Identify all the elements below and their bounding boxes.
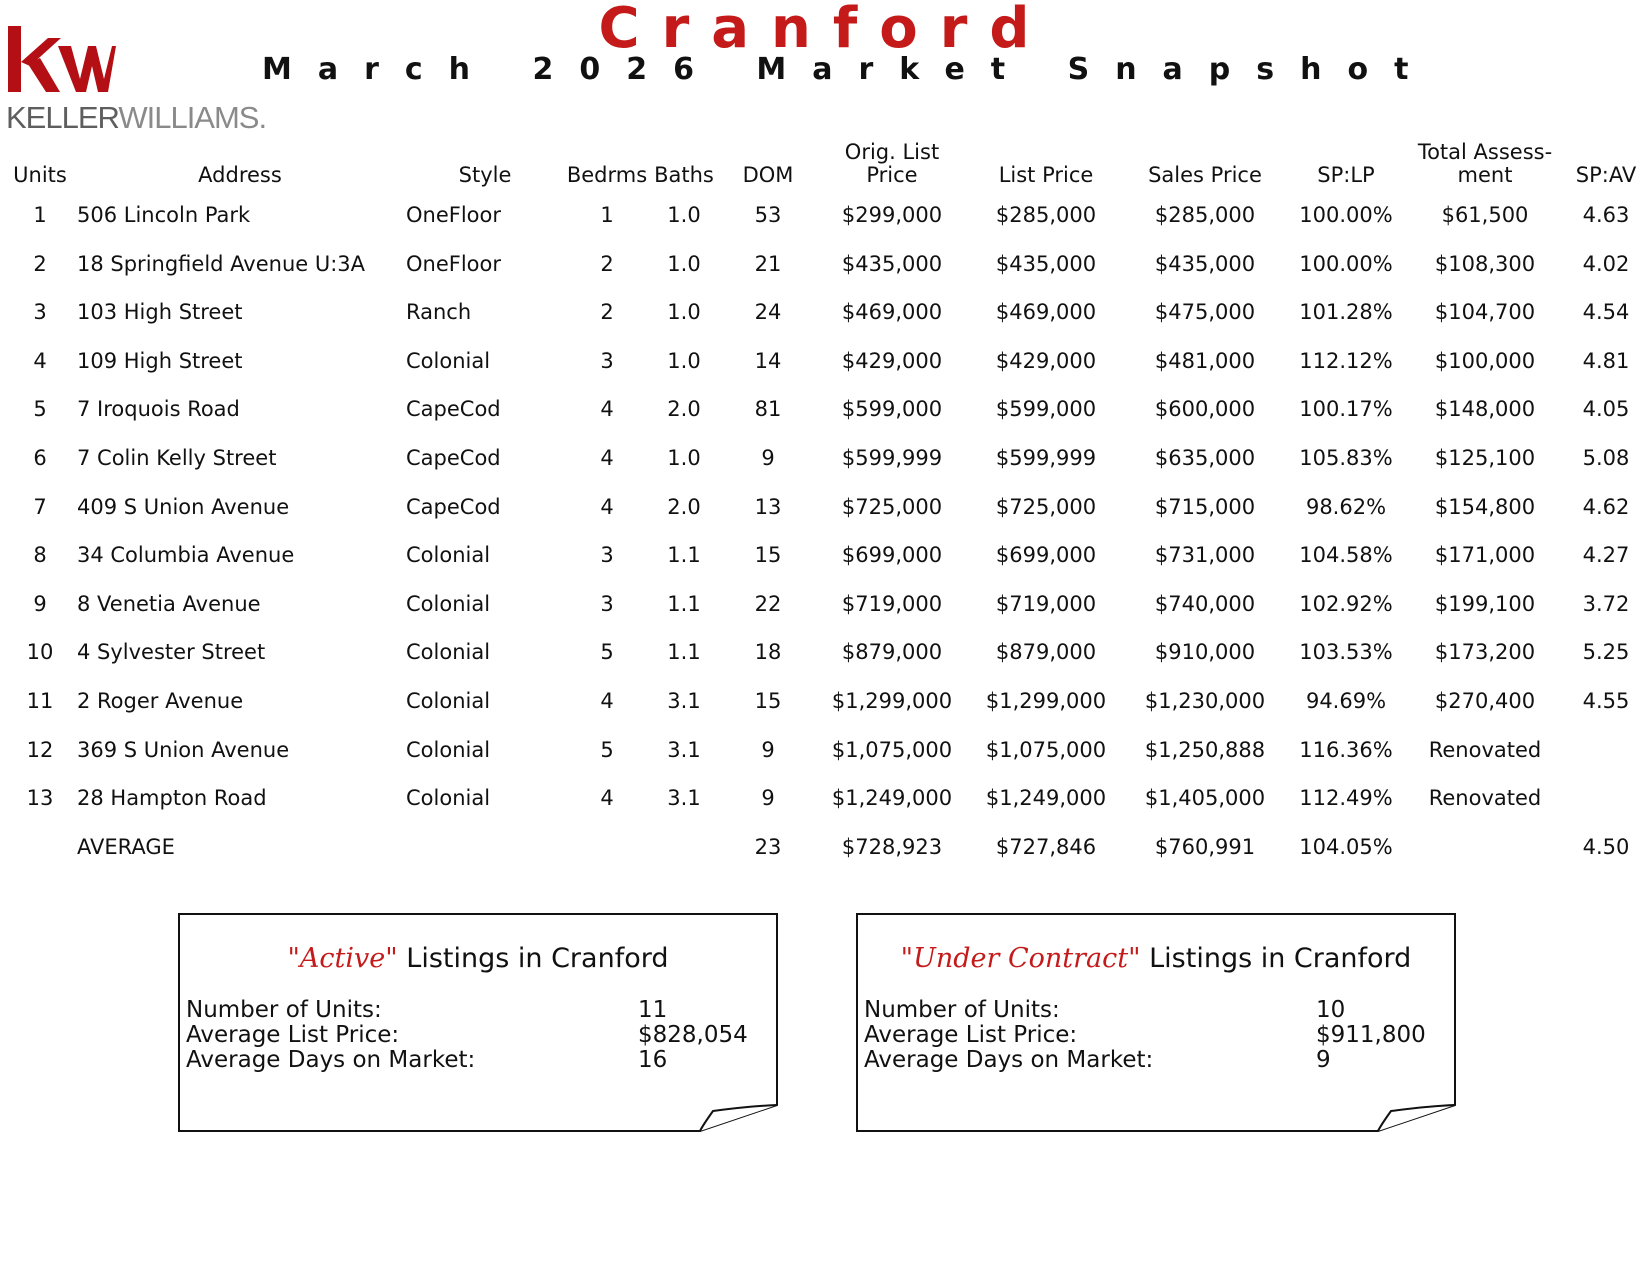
- table-cell-address: 109 High Street: [77, 349, 243, 373]
- table-cell-baths: 1.1: [667, 592, 701, 616]
- table-cell-sales: $1,250,888: [1144, 738, 1266, 762]
- table-cell-list: $879,000: [995, 640, 1097, 664]
- average-cell-splp: 104.05%: [1299, 835, 1393, 859]
- table-cell-bedrms: 5: [600, 738, 614, 762]
- average-row-label: AVERAGE: [77, 835, 175, 859]
- table-cell-baths: 1.0: [667, 252, 701, 276]
- table-cell-list: $1,075,000: [985, 738, 1107, 762]
- table-cell-assess: $100,000: [1434, 349, 1536, 373]
- table-cell-unit: 12: [26, 738, 54, 762]
- table-cell-baths: 1.0: [667, 446, 701, 470]
- table-cell-bedrms: 4: [600, 495, 614, 519]
- active-units-label: Number of Units:: [186, 997, 382, 1023]
- table-cell-bedrms: 2: [600, 300, 614, 324]
- column-header-orig-list-price: Price: [866, 163, 918, 187]
- table-cell-orig: $435,000: [841, 252, 943, 276]
- table-cell-address: 2 Roger Avenue: [77, 689, 244, 713]
- table-cell-spav: 5.08: [1582, 446, 1630, 470]
- table-cell-style: Ranch: [406, 300, 472, 324]
- contract-units-value: 10: [1316, 997, 1346, 1023]
- table-cell-address: 28 Hampton Road: [77, 786, 267, 810]
- contract-dom-label: Average Days on Market:: [864, 1047, 1154, 1073]
- table-cell-splp: 116.36%: [1299, 738, 1393, 762]
- table-cell-list: $1,299,000: [985, 689, 1107, 713]
- table-cell-list: $429,000: [995, 349, 1097, 373]
- table-cell-orig: $725,000: [841, 495, 943, 519]
- average-cell-orig: $728,923: [841, 835, 943, 859]
- average-cell-dom: 23: [754, 835, 782, 859]
- table-cell-unit: 1: [33, 203, 47, 227]
- table-cell-assess: $108,300: [1434, 252, 1536, 276]
- table-cell-style: Colonial: [406, 786, 491, 810]
- table-cell-list: $599,999: [995, 446, 1097, 470]
- active-dom-label: Average Days on Market:: [186, 1047, 476, 1073]
- table-cell-orig: $469,000: [841, 300, 943, 324]
- table-cell-spav: 4.63: [1582, 203, 1630, 227]
- kw-logo-mark: [6, 24, 116, 96]
- table-cell-bedrms: 3: [600, 592, 614, 616]
- table-cell-unit: 11: [26, 689, 54, 713]
- table-cell-baths: 1.0: [667, 203, 701, 227]
- table-cell-list: $469,000: [995, 300, 1097, 324]
- table-cell-splp: 112.12%: [1299, 349, 1393, 373]
- table-cell-style: Colonial: [406, 689, 491, 713]
- table-cell-unit: 7: [33, 495, 47, 519]
- table-cell-bedrms: 2: [600, 252, 614, 276]
- table-cell-splp: 101.28%: [1299, 300, 1393, 324]
- table-cell-bedrms: 3: [600, 543, 614, 567]
- contract-dom-value: 9: [1316, 1047, 1331, 1073]
- table-cell-list: $1,249,000: [985, 786, 1107, 810]
- table-cell-splp: 100.17%: [1299, 397, 1393, 421]
- table-cell-assess: $199,100: [1434, 592, 1536, 616]
- table-cell-address: 369 S Union Avenue: [77, 738, 290, 762]
- table-cell-orig: $719,000: [841, 592, 943, 616]
- table-cell-address: 409 S Union Avenue: [77, 495, 290, 519]
- table-cell-dom: 53: [754, 203, 782, 227]
- table-cell-baths: 1.0: [667, 300, 701, 324]
- table-cell-style: Colonial: [406, 592, 491, 616]
- table-cell-assess: $125,100: [1434, 446, 1536, 470]
- table-cell-baths: 1.1: [667, 640, 701, 664]
- table-cell-baths: 2.0: [667, 397, 701, 421]
- table-cell-assess: $171,000: [1434, 543, 1536, 567]
- table-cell-address: 4 Sylvester Street: [77, 640, 266, 664]
- table-cell-sales: $1,230,000: [1144, 689, 1266, 713]
- table-cell-splp: 104.58%: [1299, 543, 1393, 567]
- table-cell-splp: 100.00%: [1299, 252, 1393, 276]
- table-cell-address: 7 Colin Kelly Street: [77, 446, 277, 470]
- table-cell-spav: 4.62: [1582, 495, 1630, 519]
- table-cell-unit: 6: [33, 446, 47, 470]
- contract-units-label: Number of Units:: [864, 997, 1060, 1023]
- column-header-sales-price: Sales Price: [1148, 163, 1262, 187]
- table-cell-sales: $285,000: [1154, 203, 1256, 227]
- table-cell-list: $719,000: [995, 592, 1097, 616]
- table-cell-splp: 103.53%: [1299, 640, 1393, 664]
- table-cell-splp: 98.62%: [1305, 495, 1387, 519]
- table-cell-style: Colonial: [406, 640, 491, 664]
- active-listings-box: [178, 913, 778, 1132]
- contract-price-value: $911,800: [1316, 1022, 1426, 1048]
- table-cell-splp: 112.49%: [1299, 786, 1393, 810]
- table-cell-unit: 5: [33, 397, 47, 421]
- active-box-title: "Active" Listings in Cranford: [287, 943, 669, 974]
- table-cell-orig: $1,075,000: [831, 738, 953, 762]
- column-header-baths: Baths: [654, 163, 714, 187]
- column-header-sp-lp: SP:LP: [1317, 163, 1375, 187]
- table-cell-splp: 100.00%: [1299, 203, 1393, 227]
- table-cell-style: Colonial: [406, 543, 491, 567]
- table-cell-sales: $715,000: [1154, 495, 1256, 519]
- under-contract-box-title: "Under Contract" Listings in Cranford: [900, 943, 1412, 974]
- table-cell-spav: 5.25: [1582, 640, 1630, 664]
- table-cell-orig: $599,999: [841, 446, 943, 470]
- table-cell-baths: 3.1: [667, 786, 701, 810]
- table-cell-address: 103 High Street: [77, 300, 243, 324]
- table-cell-address: 506 Lincoln Park: [77, 203, 251, 227]
- table-cell-sales: $475,000: [1154, 300, 1256, 324]
- column-header-style: Style: [458, 163, 512, 187]
- table-cell-orig: $699,000: [841, 543, 943, 567]
- table-cell-assess: Renovated: [1428, 786, 1542, 810]
- column-header-address: Address: [198, 163, 282, 187]
- table-cell-style: OneFloor: [406, 203, 502, 227]
- table-cell-dom: 9: [761, 786, 775, 810]
- table-cell-spav: 3.72: [1582, 592, 1630, 616]
- table-cell-dom: 15: [754, 689, 782, 713]
- keller-williams-logo: [6, 24, 267, 136]
- table-cell-sales: $481,000: [1154, 349, 1256, 373]
- contract-price-label: Average List Price:: [864, 1022, 1078, 1048]
- table-cell-style: CapeCod: [406, 397, 501, 421]
- table-cell-sales: $740,000: [1154, 592, 1256, 616]
- column-header-list-price: List Price: [998, 163, 1094, 187]
- table-cell-assess: $173,200: [1434, 640, 1536, 664]
- table-cell-list: $599,000: [995, 397, 1097, 421]
- table-cell-address: 18 Springfield Avenue U:3A: [77, 252, 366, 276]
- table-cell-baths: 2.0: [667, 495, 701, 519]
- table-cell-unit: 9: [33, 592, 47, 616]
- table-cell-orig: $1,249,000: [831, 786, 953, 810]
- table-cell-splp: 94.69%: [1305, 689, 1387, 713]
- table-cell-list: $285,000: [995, 203, 1097, 227]
- column-header-total-assessment: ment: [1457, 163, 1513, 187]
- table-cell-dom: 24: [754, 300, 782, 324]
- table-cell-style: OneFloor: [406, 252, 502, 276]
- table-cell-orig: $299,000: [841, 203, 943, 227]
- table-cell-spav: 4.54: [1582, 300, 1630, 324]
- column-header-sp-av: SP:AV: [1575, 163, 1637, 187]
- column-header-bedrms: Bedrms: [566, 163, 648, 187]
- table-cell-dom: 18: [754, 640, 782, 664]
- table-cell-orig: $1,299,000: [831, 689, 953, 713]
- active-dom-value: 16: [638, 1047, 668, 1073]
- table-cell-dom: 22: [754, 592, 782, 616]
- table-cell-bedrms: 4: [600, 786, 614, 810]
- table-cell-unit: 13: [26, 786, 54, 810]
- table-cell-sales: $600,000: [1154, 397, 1256, 421]
- table-cell-bedrms: 5: [600, 640, 614, 664]
- column-header-orig-list-price: Orig. List: [844, 140, 940, 164]
- table-cell-assess: Renovated: [1428, 738, 1542, 762]
- table-cell-style: CapeCod: [406, 446, 501, 470]
- table-cell-sales: $435,000: [1154, 252, 1256, 276]
- table-cell-dom: 9: [761, 446, 775, 470]
- table-cell-dom: 14: [754, 349, 782, 373]
- column-header-dom: DOM: [742, 163, 794, 187]
- table-cell-orig: $429,000: [841, 349, 943, 373]
- average-cell-spav: 4.50: [1582, 835, 1630, 859]
- table-cell-splp: 105.83%: [1299, 446, 1393, 470]
- table-cell-bedrms: 4: [600, 689, 614, 713]
- column-header-total-assessment: Total Assess-: [1417, 140, 1553, 164]
- under-contract-listings-box: [856, 913, 1456, 1132]
- table-cell-unit: 8: [33, 543, 47, 567]
- table-cell-unit: 4: [33, 349, 47, 373]
- table-cell-unit: 3: [33, 300, 47, 324]
- table-cell-bedrms: 3: [600, 349, 614, 373]
- table-cell-dom: 21: [754, 252, 782, 276]
- table-cell-sales: $635,000: [1154, 446, 1256, 470]
- table-cell-spav: 4.81: [1582, 349, 1630, 373]
- table-cell-unit: 2: [33, 252, 47, 276]
- table-cell-assess: $270,400: [1434, 689, 1536, 713]
- table-cell-orig: $599,000: [841, 397, 943, 421]
- table-cell-orig: $879,000: [841, 640, 943, 664]
- column-header-units: Units: [13, 163, 67, 187]
- table-cell-spav: 4.05: [1582, 397, 1630, 421]
- table-cell-spav: 4.27: [1582, 543, 1630, 567]
- table-cell-address: 7 Iroquois Road: [77, 397, 240, 421]
- table-cell-style: CapeCod: [406, 495, 501, 519]
- active-price-label: Average List Price:: [186, 1022, 400, 1048]
- table-cell-assess: $148,000: [1434, 397, 1536, 421]
- table-cell-bedrms: 4: [600, 446, 614, 470]
- table-cell-dom: 9: [761, 738, 775, 762]
- keller-williams-wordmark: KELLERWILLIAMS.: [6, 100, 267, 135]
- table-cell-baths: 3.1: [667, 689, 701, 713]
- table-cell-assess: $154,800: [1434, 495, 1536, 519]
- active-price-value: $828,054: [638, 1022, 748, 1048]
- table-cell-spav: 4.02: [1582, 252, 1630, 276]
- table-cell-list: $435,000: [995, 252, 1097, 276]
- table-cell-dom: 15: [754, 543, 782, 567]
- table-cell-list: $725,000: [995, 495, 1097, 519]
- table-cell-baths: 1.1: [667, 543, 701, 567]
- table-cell-dom: 13: [754, 495, 782, 519]
- table-cell-address: 8 Venetia Avenue: [77, 592, 261, 616]
- table-cell-style: Colonial: [406, 738, 491, 762]
- table-cell-assess: $104,700: [1434, 300, 1536, 324]
- page-title: Cranford: [598, 0, 1052, 61]
- table-cell-splp: 102.92%: [1299, 592, 1393, 616]
- average-cell-list: $727,846: [995, 835, 1097, 859]
- table-cell-baths: 3.1: [667, 738, 701, 762]
- average-cell-sales: $760,991: [1154, 835, 1256, 859]
- table-cell-sales: $731,000: [1154, 543, 1256, 567]
- table-cell-address: 34 Columbia Avenue: [77, 543, 295, 567]
- table-cell-sales: $910,000: [1154, 640, 1256, 664]
- table-cell-assess: $61,500: [1441, 203, 1529, 227]
- table-cell-dom: 81: [754, 397, 782, 421]
- active-units-value: 11: [638, 997, 668, 1023]
- table-cell-style: Colonial: [406, 349, 491, 373]
- table-cell-unit: 10: [26, 640, 54, 664]
- table-cell-spav: 4.55: [1582, 689, 1630, 713]
- table-cell-bedrms: 4: [600, 397, 614, 421]
- table-cell-baths: 1.0: [667, 349, 701, 373]
- table-cell-bedrms: 1: [600, 203, 614, 227]
- table-cell-list: $699,000: [995, 543, 1097, 567]
- page-subtitle: March 2026 Market Snapshot: [262, 52, 1435, 87]
- table-cell-sales: $1,405,000: [1144, 786, 1266, 810]
